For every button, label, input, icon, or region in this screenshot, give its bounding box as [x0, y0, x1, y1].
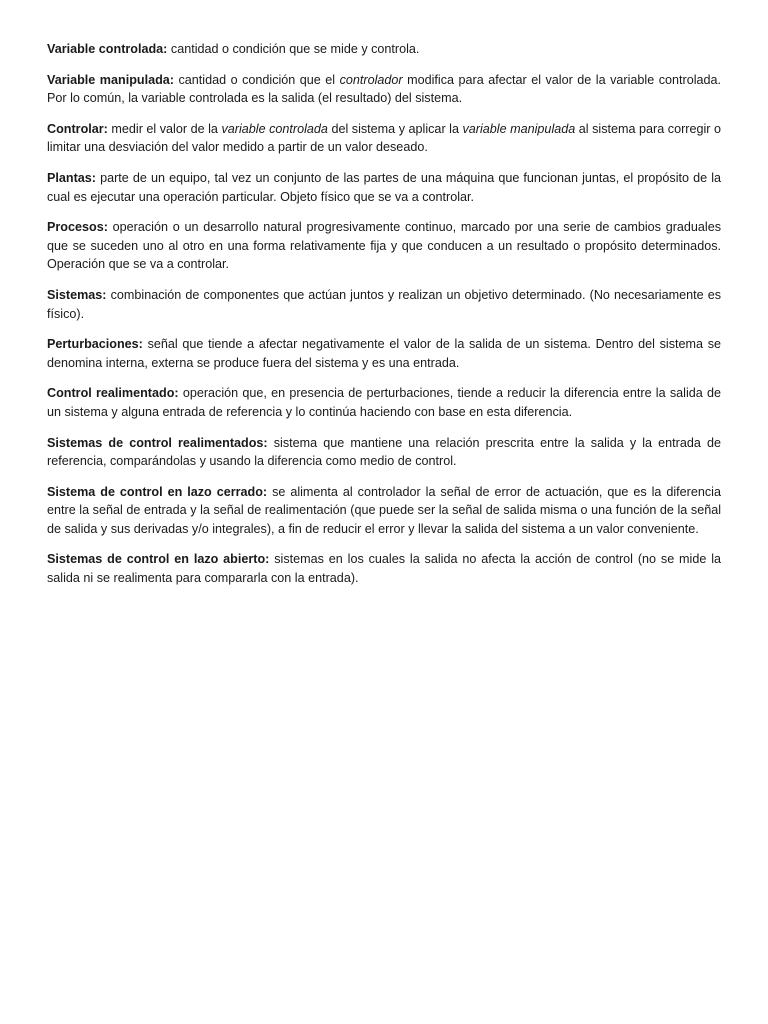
term: Variable controlada: — [47, 42, 168, 56]
definition-text: sistema que mantiene una relación prescrita entre la salida y la entrada de referencia, comparándolas y usando la diferencia como medio de control. — [47, 435, 722, 469]
term: Control realimentado: — [47, 386, 179, 401]
emphasis-text: variable manipulada — [462, 121, 576, 136]
definition-text: cantidad o condición que el — [178, 72, 340, 87]
definition-text: parte de un equipo, tal vez un conjunto de las partes de una máquina que funcionan juntas, el propósito de la cual es ejecutar una operación particular. Objeto físico que se va a controlar. — [47, 170, 721, 204]
definition-text: operación o un desarrollo natural progresivamente continuo, marcado por una serie de cambios graduales que se suceden uno al otro en una forma relativamente fija y que conducen a un resultado o propósito determinados. Operación que se va a controlar. — [47, 220, 722, 272]
definition-text: señal que tiende a afectar negativamente el valor de la salida de un sistema. Dentro del sistema se denomina interna, externa se produce fuera del sistema y es una entrada. — [47, 337, 721, 370]
definition-text: cantidad o condición que se mide y controla. — [170, 42, 420, 56]
term: Sistemas: — [47, 287, 107, 302]
term: Sistemas de control realimentados: — [47, 435, 268, 450]
term: Plantas: — [47, 170, 96, 185]
definition-text: del sistema y aplicar la — [327, 121, 463, 136]
term: Procesos: — [47, 220, 108, 235]
definition-lazo-abierto — [47, 550, 721, 587]
term: Variable manipulada: — [47, 72, 174, 87]
definition-controlar — [47, 120, 721, 157]
definition-text: al sistema para corregir o limitar una desviación del valor medido a partir de un valor deseado. — [47, 121, 721, 155]
definition-text: se alimenta al controlador la señal de error de actuación, que es la diferencia entre la señal de entrada y la señal de realimentación (que puede ser la señal de salida misma o una función de la señal de salida y sus derivadas y/o integrales), a fin de reducir el error y llevar la salida del sistema a un valor conveniente. — [47, 484, 721, 536]
definition-variable-controlada — [47, 40, 721, 59]
definition-text: sistemas en los cuales la salida no afecta la acción de control (no se mide la salida ni se realimenta para compararla con la entrada). — [47, 552, 722, 586]
definition-text: combinación de componentes que actúan juntos y realizan un objetivo determinado. (No necesariamente es físico). — [47, 287, 721, 321]
definition-text: modifica para afectar el valor de la variable controlada. Por lo común, la variable controlada es la salida (el resultado) del sistema. — [47, 72, 722, 106]
term: Sistema de control en lazo cerrado: — [47, 484, 268, 499]
emphasis-text: variable controlada — [221, 121, 328, 136]
definition-plantas — [47, 169, 721, 206]
definition-control-realimentado — [47, 384, 721, 421]
term: Sistemas de control en lazo abierto: — [47, 552, 270, 567]
definition-lazo-cerrado — [47, 483, 721, 539]
emphasis-text: controlador — [339, 72, 403, 87]
definition-text: operación que, en presencia de perturbaciones, tiende a reducir la diferencia entre la salida de un sistema y alguna entrada de referencia y lo continúa haciendo con base en esta diferencia. — [47, 386, 721, 419]
definition-perturbaciones — [47, 335, 721, 372]
definition-text: medir el valor de la — [111, 121, 222, 136]
definition-procesos — [47, 218, 721, 274]
definition-sistemas — [47, 286, 721, 323]
definition-sistemas-control-realimentados — [47, 434, 721, 471]
definition-variable-manipulada — [47, 71, 721, 108]
term: Controlar: — [47, 121, 108, 136]
term: Perturbaciones: — [47, 337, 143, 352]
